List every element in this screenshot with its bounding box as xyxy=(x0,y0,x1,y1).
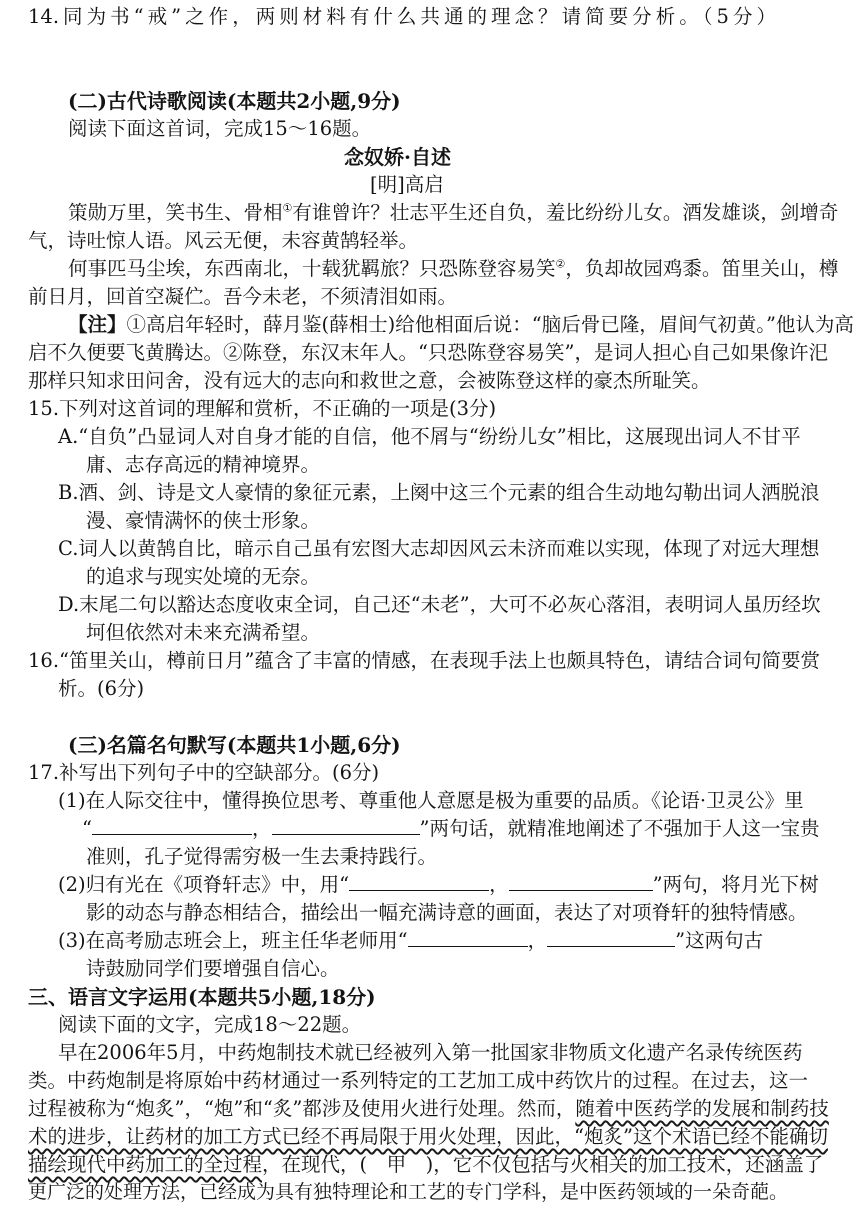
passage-line1: 早在2006年5月，中药炮制技术就已经被列入第一批国家非物质文化遗产名录传统医药 xyxy=(58,1041,803,1064)
option-b-cont: 漫、豪情满怀的侠士形象。 xyxy=(86,509,321,532)
poem-stanza2-line1 xyxy=(68,257,839,280)
option-c: C.词人以黄鹄自比，暗示自己虽有宏图大志却因风云未济而难以实现，体现了对远大理想 xyxy=(58,537,820,560)
underlined-text: 随着中医药学的发展和制药技 xyxy=(575,1097,829,1120)
underlined-text: 描绘现代中药加工的全过程 xyxy=(28,1153,263,1176)
passage-text: ，在现代，( 甲 )，它不仅包括与火相关的加工技术，还涵盖了 xyxy=(262,1153,824,1176)
note-text: ①高启年轻时，薛月鉴(薛相士)给他相面后说：“脑后骨已隆，眉间气初黄。”他认为高 xyxy=(126,313,854,336)
question-16: 16.“笛里关山，樽前日月”蕴含了丰富的情感，在表现手法上也颇具特色，请结合词句简要赏 xyxy=(28,649,820,672)
question-15-stem: 15.下列对这首词的理解和赏析，不正确的一项是(3分) xyxy=(28,397,497,420)
section-heading-recitation: (三)名篇名句默写(本题共1小题,6分) xyxy=(68,733,401,757)
option-d: D.末尾二句以豁达态度收束全词，自己还“未老”，大可不必灰心落泪，表明词人虽历经坎 xyxy=(58,593,821,616)
section-heading-poetry: (二)古代诗歌阅读(本题共2小题,9分) xyxy=(68,89,401,113)
poem-stanza1-line1 xyxy=(68,201,839,224)
passage-line2: 类。中药炮制是将原始中药材通过一系列特定的工艺加工成中药饮片的过程。在过去，这一 xyxy=(28,1069,809,1092)
item-text: (3)在高考励志班会上，班主任华老师用“ xyxy=(58,929,408,952)
q17-item1-line3: 准则，孔子觉得需穷极一生去秉持践行。 xyxy=(86,845,438,868)
item-text: ”两句，将月光下树 xyxy=(652,873,819,896)
answer-blank[interactable] xyxy=(272,818,420,835)
item-text: ”两句话，就精准地阐述了不强加于人这一宝贵 xyxy=(419,817,820,840)
question-17-stem: 17.补写出下列句子中的空缺部分。(6分) xyxy=(28,761,380,784)
poem-stanza2-line2: 前日月，回首空凝伫。吾今未老，不须清泪如雨。 xyxy=(28,285,458,308)
passage-line3 xyxy=(28,1097,829,1120)
poem-text: 何事匹马尘埃，东西南北，十载犹羁旅？只恐陈登容易笑 xyxy=(68,257,556,280)
part3-instruction: 阅读下面的文字，完成18～22题。 xyxy=(58,1013,362,1036)
answer-blank[interactable] xyxy=(408,930,528,947)
question-14: 14.同为书“戒”之作，两则材料有什么共通的理念？请简要分析。（5分） xyxy=(28,5,776,28)
q17-item3-line1 xyxy=(58,930,763,952)
item-text: ”这两句古 xyxy=(675,929,764,952)
answer-blank[interactable] xyxy=(509,874,653,891)
poem-text: ，负却故园鸡黍。笛里关山，樽 xyxy=(565,257,839,280)
poem-note-line2: 启不久便要飞黄腾达。②陈登，东汉末年人。“只恐陈登容易笑”，是词人担心自己如果像许汜 xyxy=(28,341,828,364)
answer-blank[interactable] xyxy=(92,818,252,835)
quote-open: “ xyxy=(82,817,92,840)
q17-item1-line2 xyxy=(82,818,819,840)
passage-text: 过程被称为“炮炙”，“炮”和“炙”都涉及使用火进行处理。然而， xyxy=(28,1097,576,1120)
answer-blank[interactable] xyxy=(349,874,489,891)
answer-blank[interactable] xyxy=(547,930,675,947)
q17-item3-line2: 诗鼓励同学们要增强自信心。 xyxy=(86,957,340,980)
footnote-marker: ② xyxy=(555,257,566,271)
poem-text: 有谁曾许？壮志平生还自负，羞比纷纷儿女。酒发雄谈，剑增奇 xyxy=(292,201,839,224)
q17-item2-line2: 影的动态与静态相结合，描绘出一幅充满诗意的画面，表达了对项脊轩的独特情感。 xyxy=(86,901,808,924)
poem-author: [明]高启 xyxy=(370,173,444,196)
comma: ， xyxy=(527,929,548,952)
comma: ， xyxy=(489,873,509,896)
part3-heading: 三、语言文字运用(本题共5小题,18分) xyxy=(28,985,376,1009)
poem-text: 策勋万里，笑书生、骨相 xyxy=(68,201,283,224)
poem-title: 念奴娇·自述 xyxy=(344,145,451,169)
passage-line6: 更广泛的处理方法，已经成为具有独特理论和工艺的专门学科，是中医药领域的一朵奇葩。 xyxy=(28,1181,789,1203)
comma: ， xyxy=(251,817,272,840)
footnote-marker: ① xyxy=(282,201,293,215)
q17-item1-line1: (1)在人际交往中，懂得换位思考、尊重他人意愿是极为重要的品质。《论语·卫灵公》里 xyxy=(58,789,804,812)
option-a: A.“自负”凸显词人对自身才能的自信，他不屑与“纷纷儿女”相比，这展现出词人不甘平 xyxy=(58,425,801,448)
option-c-cont: 的追求与现实处境的无奈。 xyxy=(86,565,321,588)
note-label: 【注】 xyxy=(68,313,127,336)
poem-stanza1-line2: 气，诗吐惊人语。风云无便，未容黄鹄轻举。 xyxy=(28,229,419,252)
passage-line5 xyxy=(28,1153,824,1176)
q17-item2-line1 xyxy=(58,874,819,896)
poetry-instruction: 阅读下面这首词，完成15～16题。 xyxy=(68,117,372,140)
option-a-cont: 庸、志存高远的精神境界。 xyxy=(86,453,321,476)
passage-line4: 术的进步，让药材的加工方式已经不再局限于用火处理，因此，“炮炙”这个术语已经不能确切 xyxy=(28,1125,828,1148)
option-d-cont: 坷但依然对未来充满希望。 xyxy=(86,621,321,644)
item-text: (2)归有光在《项脊轩志》中，用“ xyxy=(58,873,350,896)
option-b: B.酒、剑、诗是文人豪情的象征元素，上阕中这三个元素的组合生动地勾勒出词人洒脱浪 xyxy=(58,481,820,504)
question-16-cont: 析。(6分) xyxy=(58,677,145,700)
poem-note-line1 xyxy=(68,313,854,336)
poem-note-line3: 那样只知求田问舍，没有远大的志向和救世之意，会被陈登这样的豪杰所耻笑。 xyxy=(28,369,711,392)
